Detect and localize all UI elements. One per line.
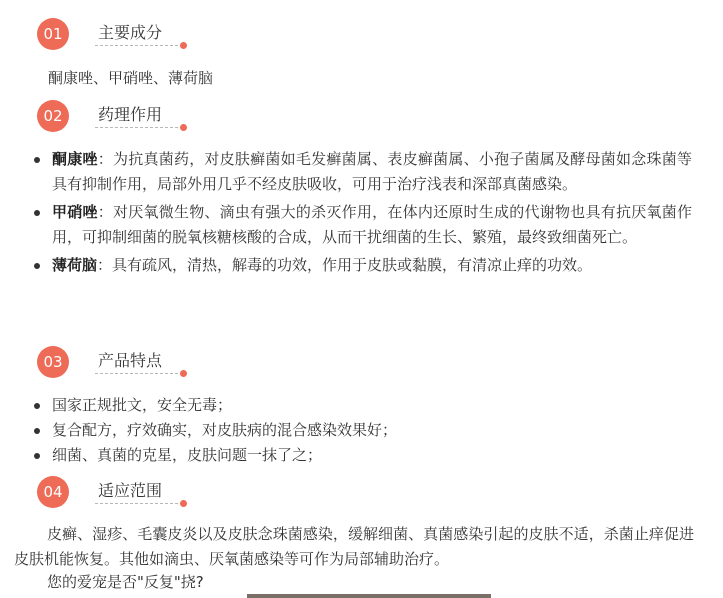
- ingredient-description: ：为抗真菌药，对皮肤癣菌如毛发癣菌属、表皮癣菌属、小孢子菌属及酵母菌如念珠菌等具有抑制作用，局部外用几乎不经皮肤吸收，可用于治疗浅表和深部真菌感染。: [52, 150, 692, 193]
- divider-dot: [180, 500, 187, 507]
- section-number-badge: 02: [37, 100, 69, 132]
- list-item: [30, 253, 692, 278]
- ingredient-name: 甲硝唑: [52, 203, 98, 221]
- question-line: 您的爱宠是否"反复"挠?: [47, 573, 204, 591]
- section-number-badge: 03: [37, 346, 69, 378]
- section-title: 适应范围: [98, 481, 163, 500]
- ingredient-description: ：对厌氧微生物、滴虫有强大的杀灭作用，在体内还原时生成的代谢物也具有抗厌氧菌作用，可抑制细菌的脱氧核糖核酸的合成，从而干扰细菌的生长、繁殖，最终致细菌死亡。: [52, 203, 692, 246]
- ingredient-name: 薄荷脑: [52, 256, 98, 274]
- divider-dot: [180, 124, 187, 131]
- ingredient-description: ：具有疏风，清热，解毒的功效，作用于皮肤或黏膜，有清凉止痒的功效。: [97, 256, 593, 274]
- dashed-divider: [95, 503, 183, 504]
- dashed-divider: [95, 127, 183, 128]
- section-number-badge: 01: [37, 18, 69, 50]
- section-title: 主要成分: [98, 23, 163, 42]
- photo-top-edge: [247, 594, 491, 598]
- list-item: 细菌、真菌的克星，皮肤问题一抹了之；: [30, 443, 692, 468]
- features-list: [30, 393, 692, 468]
- dashed-divider: [95, 373, 183, 374]
- scope-paragraph: 皮癣、湿疹、毛囊皮炎以及皮肤念珠菌感染，缓解细菌、真菌感染引起的皮肤不适，杀菌止痒促进皮肤机能恢复。其他如滴虫、厌氧菌感染等可作为局部辅助治疗。: [14, 525, 694, 568]
- dashed-divider: [95, 45, 183, 46]
- list-item: [30, 147, 692, 197]
- ingredient-name: 酮康唑: [52, 150, 98, 168]
- list-item: [30, 200, 692, 250]
- list-item: 复合配方，疗效确实，对皮肤病的混合感染效果好；: [30, 418, 692, 443]
- ingredients-text: 酮康唑、甲硝唑、薄荷脑: [48, 69, 214, 87]
- pharmacology-list: [30, 147, 692, 278]
- section-title: 产品特点: [98, 351, 163, 370]
- divider-dot: [180, 370, 187, 377]
- section-number-badge: 04: [37, 476, 69, 508]
- list-item: 国家正规批文，安全无毒；: [30, 393, 692, 418]
- divider-dot: [180, 42, 187, 49]
- section-title: 药理作用: [98, 105, 163, 124]
